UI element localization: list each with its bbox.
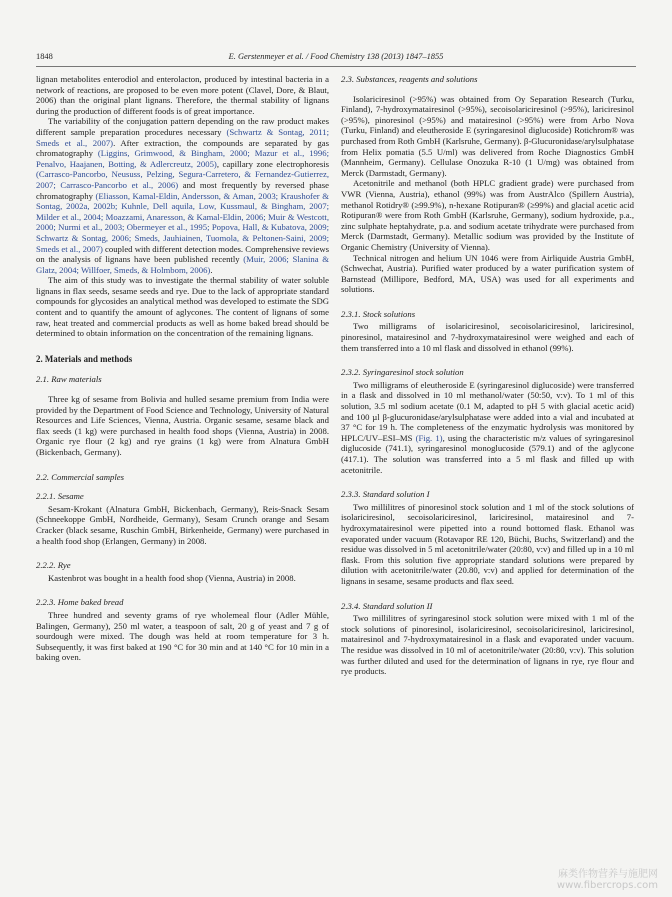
text: The variability of the conjugation pattern depending on the raw product makes different sample preparation procedures necessary (36, 116, 329, 137)
page-header (36, 52, 636, 64)
right-column (341, 74, 634, 677)
text: , capillary zone electrophoresis (216, 158, 329, 169)
paragraph-substances-solvents: Acetonitrile and methanol (both HPLC gradient grade) were purchased from VWR (Vienna, Austria), ethanol (99%) was from AustrAlco (Spillern Austria), methanol Rotidry® (≥99.9%), n-hexane Rotipuran® (≥99%) and glacial acetic acid Rotipuran® were from Roth GmbH (Karlsruhe, Germany), sodium hydroxide, p.a., zinc sulphate heptahydrate, p.a. and sodium acetate trihydrate were purchased from Merck (Darmstadt, Germany). Metallic sodium was provided by the Institute of Organic Chemistry (University of Vienna). (341, 178, 634, 252)
paragraph-aim: The aim of this study was to investigate the thermal stability of water soluble lignans in flax seeds, sesame seeds and rye. Due to the lack of appropriate standard compounds for glycosides an analytical method was developed to estimate the SDG content and to quantify the amount of aglycones. The content of lignans of some raw, heat treated and commercial products as well as home baked bread should be determined to obtain information on the concentration of the remaining lignans. (36, 275, 329, 339)
left-column (36, 74, 329, 663)
citation-link[interactable]: (Schwartz & Sontag, 2011; Smeds et al., 2007) (36, 126, 329, 148)
text: Two milligrams of eleutheroside E (syringaresinol diglucoside) were transferred in a flask and dissolved in 10 ml methanol/water (50:50, v:v). To 1 ml of this solution, 3.5 ml sodium acetate (0.1 M, adapted to pH 5 with glacial acetic acid) and 100 µl β-glucuronidase/arylsulphatase were added into a vial and incubated at 37 °C for 19 h. The completeness of the enzymatic hydrolysis was monitored by HPLC/UV–ESI–MS (341, 379, 634, 443)
paragraph-home-baked-bread: Three hundred and seventy grams of rye wholemeal flour (Adler Mühle, Balingen, Germany), 250 ml water, a teaspoon of salt, 20 g of yeast and 7 g of sourdough were mixed. The dough was held at room temperature for 3 h. Subsequently, it was first baked at 190 °C for 30 min and at 140 °C for 10 min in a baking oven. (36, 609, 329, 663)
section-heading-materials-methods: 2. Materials and methods (36, 353, 133, 364)
journal-reference: E. Gerstenmeyer et al. / Food Chemistry 138 (2013) 1847–1855 (228, 52, 444, 61)
text: and most frequently by reversed phase chromatography (36, 179, 329, 201)
watermark (557, 869, 658, 891)
text: . (210, 264, 213, 275)
watermark-url: www.fibercrops.com (556, 880, 658, 891)
citation-link[interactable]: (Liggins, Grimwood, & Bingham, 2000; Mazur et al., 1996; Penalvo, Haajanen, Botting, & Adlercreutz, 2005) (36, 148, 329, 169)
subsection-heading-raw-materials: 2.1. Raw materials (36, 374, 102, 385)
citation-link[interactable]: (Muir, 2006; Slanina & Glatz, 2004; Willfoer, Smeds, & Holmbom, 2006) (36, 254, 329, 275)
paragraph-intro-continued: lignan metabolites enterodiol and enterolacton, produced by intestinal bacteria in a network of reactions, are proposed to be even more potent (Clavel, Dore, & Blaut, 2006) than the original plant lignans. Therefore, the thermal stability of lignans during the production of different foods is of great importance. (36, 74, 329, 116)
subsubsection-heading-stock-solutions: 2.3.1. Stock solutions (341, 308, 416, 319)
subsubsection-heading-standard-solution-1: 2.3.3. Standard solution I (341, 489, 430, 500)
subsubsection-heading-syringaresinol: 2.3.2. Syringaresinol stock solution (341, 367, 464, 378)
paragraph-stock-solutions: Two milligrams of isolariciresinol, secoisolariciresinol, lariciresinol, pinoresinol, matairesinol and 7-hydroxymatairesinol were weighed and each of them transferred into a 10 ml flask and dissolved in ethanol (99%). (341, 321, 634, 353)
text: . After extraction, the compounds are separated by gas chromatography (36, 137, 329, 159)
citation-link[interactable]: (Eliasson, Kamal-Eldin, Andersson, & Aman, 2003; Kraushofer & Sontag, 2002a, 2002b; Kuhnle, Dell aquila, Low, Kussmaul, & Bingham, 2007; Milder et al., 2004; Moazzami, Anaresson, & Kamal-Eldin, 2006; Muir & Westcott, 2000; Nurmi et al., 2003; Obermeyer et al., 1995; Popova, Hall, & Kubatova, 2009; Schwartz & Sontag, 2006; Smeds, Jauhiainen, Tuomola, & Peltonen-Saini, 2009; Smeds et al., 2007) (36, 190, 330, 254)
watermark-line: 麻类作物营养与施肥网 (558, 869, 658, 880)
paragraph-sesame: Sesam-Krokant (Alnatura GmbH, Bickenbach, Germany), Reis-Snack Sesam (Schneekoppe GmbH, Nordheide, Germany), Sesam Crunch orange and Sesam Cracker (black sesame, Ruschin GmbH, Birkenheide, Germany) were purchased in a health food shop (Erlangen, Germany) in 2008. (36, 503, 329, 546)
paragraph-standard-solution-1: Two millilitres of pinoresinol stock solution and 1 ml of the stock solutions of isolariciresinol, secoisolariciresinol, lariciresinol, matairesinol and 7-hydroxymatairesinol were pipetted into a round bottomed flask. Ethanol was evaporated under vacuum (Rotavapor RE 120, Büchi, Buchs, Switzerland) and the residue was dissolved in 5 ml acetonitrile/water (20:80, v:v) and filled up in a 10 ml flask. From this solution five appropriate standard solutions were prepared by dilution with acetonitrile/water (20.80, v:v) and applied for determination of the lignans in sesame, sesame products and flax seed. (341, 501, 634, 586)
subsection-heading-commercial-samples: 2.2. Commercial samples (36, 471, 124, 482)
subsection-heading-substances: 2.3. Substances, reagents and solutions (341, 74, 478, 84)
paragraph-conjugation (36, 116, 329, 275)
paragraph-rye: Kastenbrot was bought in a health food shop (Vienna, Austria) in 2008. (48, 572, 296, 583)
paragraph-syringaresinol (341, 380, 634, 475)
paragraph-standard-solution-2: Two millilitres of syringaresinol stock solution were mixed with 1 ml of the stock solutions of pinoresinol, isolariciresinol, secoisolariciresinol, lariciresinol, matairesinol and 7-hydroxymatairesinol in a flask and evaporated under vacuum. The residue was dissolved in 10 ml of acetonitrile/water (20:80, v:v). This solution was further diluted and used for the determination of lignans in rye, rye flour and rye products. (341, 613, 634, 677)
text: , using the characteristic m/z values of syringaresinol diglucoside (741.1), syringaresinol monoglucoside (579.1) and of the aglycone (417.1). The solution was transferred into a 5 ml flask and filled up with acetonitrile. (341, 432, 634, 475)
subsubsection-heading-sesame: 2.2.1. Sesame (36, 491, 84, 502)
paragraph-substances-lignans: Isolariciresinol (>95%) was obtained from Oy Separation Research (Turku, Finland), 7-hydroxymatairesinol (>95%), secoisolariciresinol (>95%), lariciresinol (>95%), pinoresinol (>95%) and matairesinol (>95%) were from Arbo Nova (Turku, Finland) and eleutheroside E (syringaresinol diglucoside) Rotichrom® was purchased from Roth GmbH (Karlsruhe, Germany). β-Glucuronidase/arylsulphatase from Helix pomatia (5.5 U/ml) was delivered from Roche Diagnostics GmbH (Mannheim, Germany). Cellulase Onozuka R-10 (1 U/mg) was obtained from Merck (Darmstadt, Germany). (341, 93, 634, 178)
citation-link[interactable]: (Carrasco-Pancorbo, Neususs, Pelzing, Segura-Carretero, & Fernandez-Gutierrez, 2007; Carrasco-Pancorbo et al., 2006) (36, 169, 329, 190)
page-number: 1848 (36, 52, 53, 61)
subsubsection-heading-home-baked-bread: 2.2.3. Home baked bread (36, 597, 124, 608)
subsubsection-heading-standard-solution-2: 2.3.4. Standard solution II (341, 600, 433, 611)
paragraph-substances-gases-water: Technical nitrogen and helium UN 1046 were from Airliquide Austria GmbH, (Schwechat, Austria). Purified water produced by a water purification system of Barnstead (Millipore, Bedford, MA, USA) was used for all experiments and solutions. (341, 252, 634, 295)
header-rule (36, 66, 636, 67)
figure-link[interactable]: (Fig. 1) (415, 432, 443, 443)
text: coupled with different detection modes. Comprehensive reviews on the analysis of lignans have been published recently (36, 243, 329, 265)
paragraph-raw-materials: Three kg of sesame from Bolivia and hulled sesame premium from India were provided by the Department of Food Science and Technology, University of Natural Resources and Life Sciences, Vienna, Austria. Organic sesame, sesame black and flax seeds (1 kg) were purchased in health food shops (Vienna, Austria) in 2008. Organic rye flour (2 kg) and rye grains (1 kg) were from Alnatura GmbH (Bickenbach, Germany). (36, 394, 329, 457)
subsubsection-heading-rye: 2.2.2. Rye (36, 560, 71, 571)
